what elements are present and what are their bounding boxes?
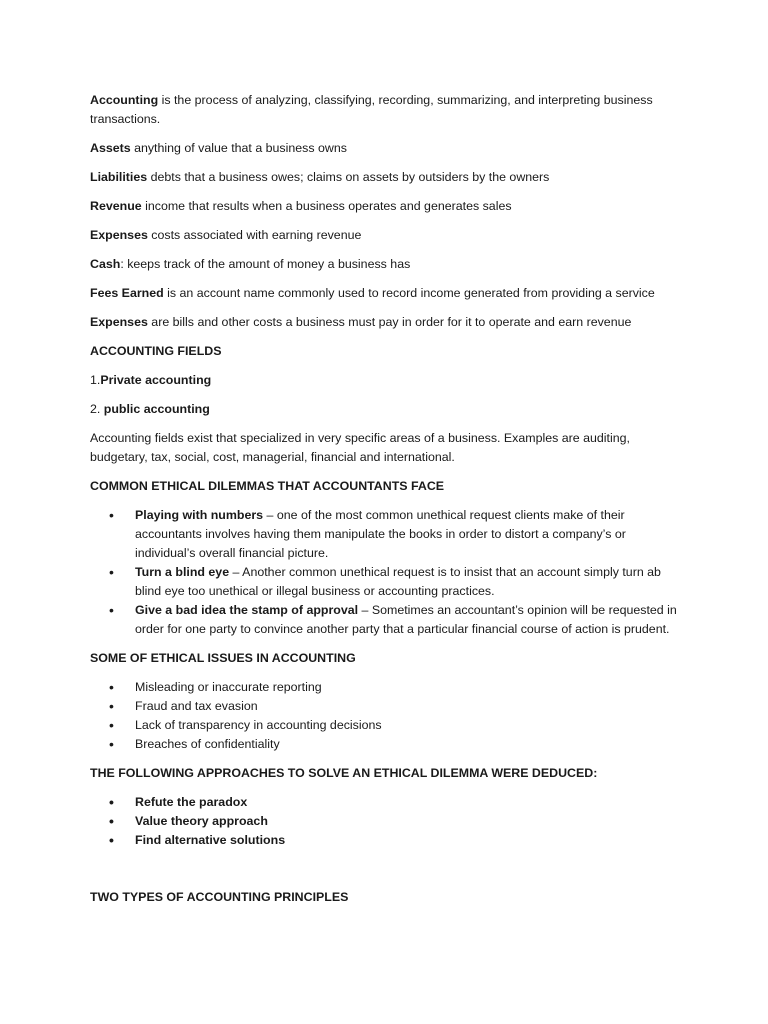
list-item: • Value theory approach bbox=[90, 812, 678, 831]
issues-list bbox=[90, 678, 678, 754]
approaches-list bbox=[90, 793, 678, 850]
list-item: • Turn a blind eye – Another common unethical request is to insist that an account simply turn ab blind eye too unethical or illegal business or accounting practices. bbox=[90, 563, 678, 601]
definition-cash: Cash: keeps track of the amount of money a business has bbox=[90, 257, 411, 271]
definition-accounting: Accounting is the process of analyzing, classifying, recording, summarizing, and interpreting business transactions. bbox=[90, 93, 653, 126]
definition-liabilities: Liabilities debts that a business owes; claims on assets by outsiders by the owners bbox=[90, 170, 550, 184]
list-item: • Refute the paradox bbox=[90, 793, 678, 812]
list-item: • Playing with numbers – one of the most common unethical request clients make of their accountants involves having them manipulate the books in order to distort a company’s or individual’s overall financial picture. bbox=[90, 506, 678, 563]
heading-accounting-principles: TWO TYPES OF ACCOUNTING PRINCIPLES bbox=[90, 890, 349, 904]
list-item: • Fraud and tax evasion bbox=[90, 697, 678, 716]
definition-expenses: Expenses costs associated with earning revenue bbox=[90, 228, 362, 242]
heading-ethical-dilemmas: COMMON ETHICAL DILEMMAS THAT ACCOUNTANTS FACE bbox=[90, 479, 445, 493]
dilemmas-list bbox=[90, 506, 678, 639]
definition-assets: Assets anything of value that a business owns bbox=[90, 141, 347, 155]
heading-accounting-fields: ACCOUNTING FIELDS bbox=[90, 344, 222, 358]
definition-fees-earned: Fees Earned is an account name commonly used to record income generated from providing a service bbox=[90, 286, 655, 300]
list-item: • Lack of transparency in accounting decisions bbox=[90, 716, 678, 735]
fields-paragraph: Accounting fields exist that specialized in very specific areas of a business. Examples are auditing, budgetary, tax, social, cost, managerial, financial and international. bbox=[90, 431, 630, 464]
definition-expenses-2: Expenses are bills and other costs a business must pay in order for it to operate and earn revenue bbox=[90, 315, 632, 329]
definition-revenue: Revenue income that results when a business operates and generates sales bbox=[90, 199, 512, 213]
heading-ethical-issues: SOME OF ETHICAL ISSUES IN ACCOUNTING bbox=[90, 651, 356, 665]
field-item-public: 2. public accounting bbox=[90, 402, 210, 416]
list-item: • Misleading or inaccurate reporting bbox=[90, 678, 678, 697]
heading-approaches: THE FOLLOWING APPROACHES TO SOLVE AN ETHICAL DILEMMA WERE DEDUCED: bbox=[90, 766, 598, 780]
list-item: • Find alternative solutions bbox=[90, 831, 678, 850]
list-item: • Breaches of confidentiality bbox=[90, 735, 678, 754]
list-item: • Give a bad idea the stamp of approval – Sometimes an accountant’s opinion will be requested in order for one party to convince another party that a particular financial course of action is prudent. bbox=[90, 601, 678, 639]
field-item-private: 1.Private accounting bbox=[90, 373, 212, 387]
